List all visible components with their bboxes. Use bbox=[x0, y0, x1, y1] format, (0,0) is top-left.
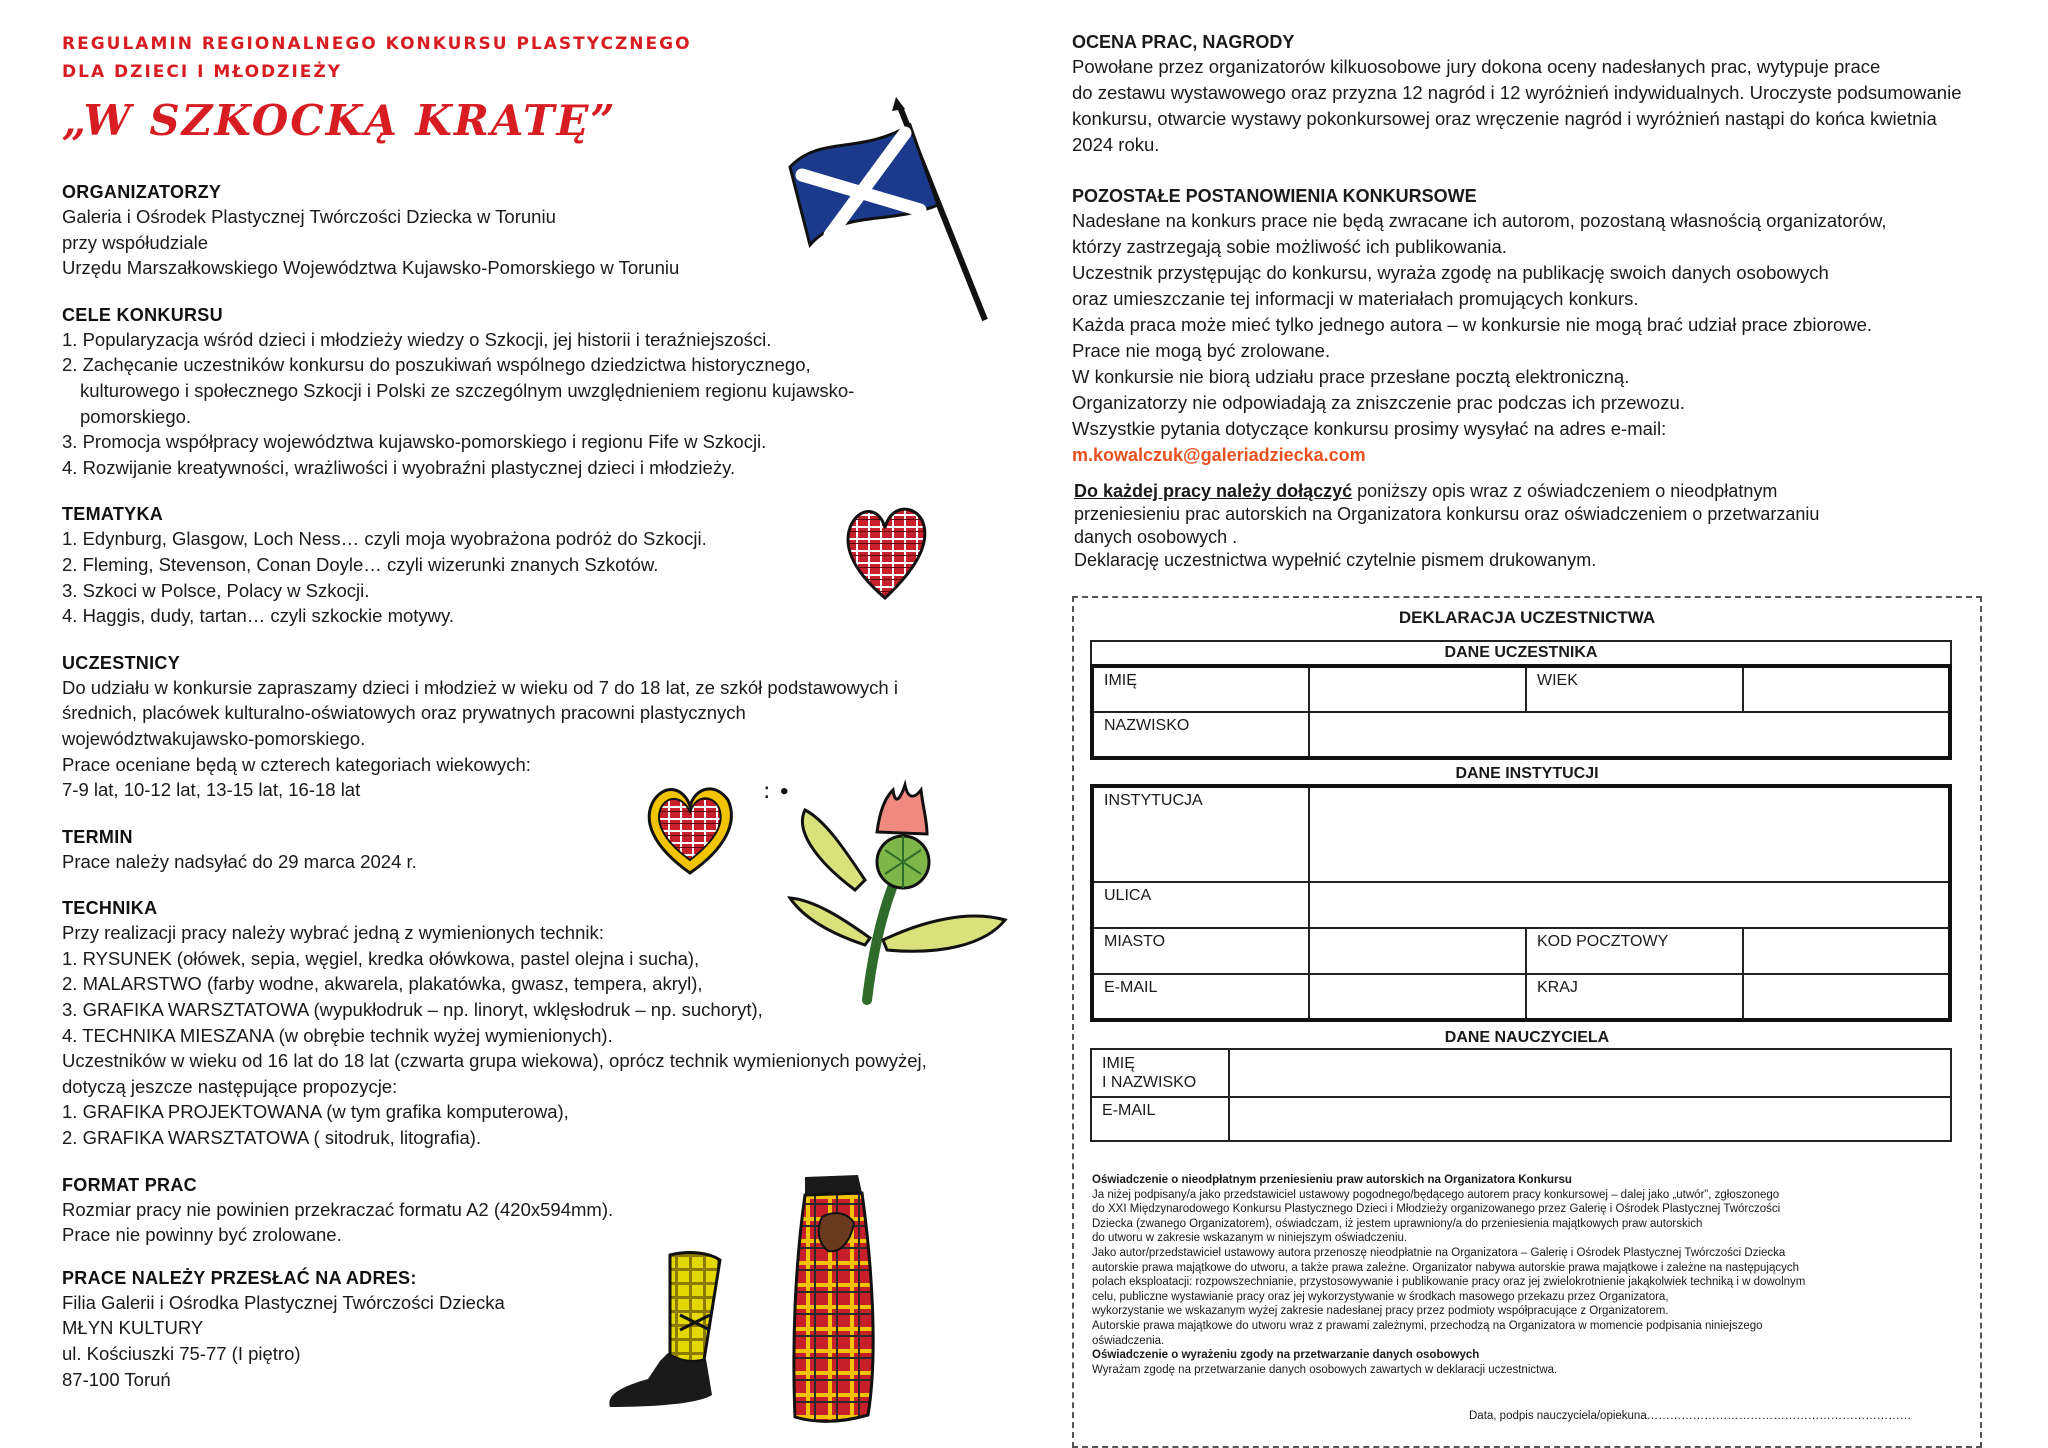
institution-email-field[interactable] bbox=[1309, 974, 1526, 1020]
country-label: KRAJ bbox=[1526, 974, 1743, 1020]
format-heading: FORMAT PRAC bbox=[62, 1174, 197, 1195]
address-line: MŁYN KULTURY bbox=[62, 1317, 204, 1339]
note-line: przeniesieniu prac autorskich na Organizatora konkursu oraz oświadczeniem o przetwarzaniu bbox=[1074, 504, 1820, 524]
theme-item: 4. Haggis, dudy, tartan… czyli szkockie motywy. bbox=[62, 605, 455, 627]
technique-line: 2. GRAFIKA WARSZTATOWA ( sitodruk, litografia). bbox=[62, 1127, 482, 1149]
organizers-line: Urzędu Marszałkowskiego Województwa Kujawsko-Pomorskiego w Toruniu bbox=[62, 257, 680, 279]
teacher-email-label: E-MAIL bbox=[1091, 1097, 1229, 1141]
organizers-line: przy współudziale bbox=[62, 231, 209, 253]
address-line: Filia Galerii i Ośrodka Plastycznej Twórczości Dziecka bbox=[62, 1291, 505, 1313]
evaluation-line: Powołane przez organizatorów kilkuosobowe jury dokona oceny nadesłanych prac, wytypuje prace bbox=[1072, 56, 1881, 77]
copyright-statement bbox=[1092, 1173, 1952, 1377]
other-line: Uczestnik przystępując do konkursu, wyraża zgodę na publikację swoich danych osobowych bbox=[1072, 262, 1829, 283]
technique-line: Uczestników w wieku od 16 lat do 18 lat (czwarta grupa wiekowa), oprócz technik wymienionych powyżej, bbox=[62, 1050, 927, 1072]
evaluation-line: do zestawu wystawowego oraz przyzna 12 nagród i 12 wyróżnień indywidualnych. Uroczyste podsumowanie bbox=[1072, 82, 1962, 103]
copyright-line: celu, publiczne wystawianie pracy oraz jej wykorzystywanie w środkach masowego przekazu przez Organizatora, bbox=[1092, 1290, 1669, 1303]
other-line: Każda praca może mieć tylko jednego autora – w konkursie nie mogą brać udział prace zbiorowe. bbox=[1072, 314, 1873, 335]
technique-line: 4. TECHNIKA MIESZANA (w obrębie technik wyżej wymienionych). bbox=[62, 1024, 613, 1046]
declaration-title: DEKLARACJA UCZESTNICTWA bbox=[1398, 608, 1656, 627]
tartan-heart-yellow-icon bbox=[640, 778, 740, 878]
technique-heading: TECHNIKA bbox=[62, 898, 158, 919]
other-provisions-section bbox=[1072, 184, 2012, 468]
attachment-note bbox=[1074, 480, 2012, 572]
participants-line: 7-9 lat, 10-12 lat, 13-15 lat, 16-18 lat bbox=[62, 779, 361, 801]
scottish-flag-icon bbox=[780, 95, 1000, 335]
kilt-icon bbox=[600, 1165, 880, 1425]
technique-line: 1. GRAFIKA PROJEKTOWANA (w tym grafika komputerowa), bbox=[62, 1101, 569, 1123]
note-rest: poniższy opis wraz z oświadczeniem o nieodpłatnym bbox=[1352, 481, 1778, 501]
age-field[interactable] bbox=[1743, 666, 1950, 712]
note-bold: Do każdej pracy należy dołączyć bbox=[1074, 481, 1353, 501]
copyright-line: polach eksploatacji: rozpowszechnianie, przystosowywanie i publikowanie pracy oraz jej zwielokrotnienie jakąkolwiek techniką i w dowolnym bbox=[1092, 1276, 1806, 1289]
teacher-heading: DANE NAUCZYCIELA bbox=[1444, 1029, 1610, 1046]
other-line: oraz umieszczanie tej informacji w materiałach promujących konkurs. bbox=[1072, 288, 1639, 309]
last-name-label: NAZWISKO bbox=[1092, 712, 1309, 758]
format-line: Prace nie powinny być zrolowane. bbox=[62, 1224, 342, 1246]
theme-item: 2. Fleming, Stevenson, Conan Doyle… czyli wizerunki znanych Szkotów. bbox=[62, 553, 659, 575]
theme-item: 1. Edynburg, Glasgow, Loch Ness… czyli moja wyobrażona podróż do Szkocji. bbox=[62, 528, 707, 550]
other-line: Nadesłane na konkurs prace nie będą zwracane ich autorom, pozostaną własnością organizatorów, bbox=[1072, 210, 1887, 231]
contact-email-link[interactable]: m.kowalczuk@galeriadziecka.com bbox=[1072, 445, 1366, 465]
other-heading: POZOSTAŁE POSTANOWIENIA KONKURSOWE bbox=[1072, 186, 1477, 206]
street-field[interactable] bbox=[1309, 882, 1950, 928]
format-line: Rozmiar pracy nie powinien przekraczać formatu A2 (420x594mm). bbox=[62, 1198, 614, 1220]
country-field[interactable] bbox=[1743, 974, 1950, 1020]
participants-line: Prace oceniane będą w czterech kategoriach wiekowych: bbox=[62, 753, 531, 775]
themes-heading: TEMATYKA bbox=[62, 504, 164, 525]
copyright-heading: Oświadczenie o nieodpłatnym przeniesieniu praw autorskich na Organizatora Konkursu bbox=[1092, 1174, 1572, 1186]
evaluation-line: konkursu, otwarcie wystawy pokonkursowej oraz wręczenie nagród i wyróżnień nastąpi do końca kwietnia bbox=[1072, 108, 1937, 129]
institution-email-label: E-MAIL bbox=[1092, 974, 1309, 1020]
participants-line: województwakujawsko-pomorskiego. bbox=[62, 727, 366, 749]
evaluation-line: 2024 roku. bbox=[1072, 134, 1160, 155]
postal-code-field[interactable] bbox=[1743, 928, 1950, 974]
participation-declaration-form bbox=[1072, 596, 1982, 1448]
other-line: W konkursie nie biorą udziału prace przesłane pocztą elektroniczną. bbox=[1072, 366, 1630, 387]
svg-text:: ∙: : ∙ bbox=[763, 779, 792, 804]
goal-item: 1. Popularyzacja wśród dzieci i młodzieży wiedzy o Szkocji, jej historii i teraźniejszości. bbox=[62, 328, 772, 350]
evaluation-section bbox=[1072, 30, 2012, 158]
address-heading: PRACE NALEŻY PRZESŁAĆ NA ADRES: bbox=[62, 1267, 417, 1288]
right-column bbox=[1072, 30, 2012, 572]
copyright-line: do XXI Międzynarodowego Konkursu Plastycznego Dzieci i Młodzieży organizowanego przez Galerię i Ośrodek Plastycznej Twórczości bbox=[1092, 1203, 1781, 1216]
participant-heading: DANE UCZESTNIKA bbox=[1091, 641, 1951, 664]
participants-line: Do udziału w konkursie zapraszamy dzieci i młodzież w wieku od 7 do 18 lat, ze szkół podstawowych i bbox=[62, 676, 898, 698]
goal-item: kulturowego i społecznego Szkocji i Polski ze szczególnym uwzględnieniem regionu kujawsko- bbox=[80, 379, 855, 401]
copyright-line: Autorskie prawa majątkowe do utworu wraz z prawami zależnymi, przechodzą na Organizatora w momencie podpisania niniejszego bbox=[1092, 1319, 1763, 1332]
last-name-field[interactable] bbox=[1309, 712, 1950, 758]
goal-item: 2. Zachęcanie uczestników konkursu do poszukiwań wspólnego dziedzictwa historycznego, bbox=[62, 354, 811, 376]
institution-heading: DANE INSTYTUCJI bbox=[1455, 765, 1599, 782]
teacher-email-field[interactable] bbox=[1229, 1097, 1951, 1141]
header-line-1: REGULAMIN REGIONALNEGO KONKURSU PLASTYCZNEGO bbox=[62, 34, 692, 54]
goal-item: 4. Rozwijanie kreatywności, wrażliwości i wyobraźni plastycznej dzieci i młodzieży. bbox=[62, 456, 736, 478]
data-consent-line: Wyrażam zgodę na przetwarzanie danych osobowych zawartych w deklaracji uczestnictwa. bbox=[1092, 1363, 1558, 1376]
signature-field[interactable]: Data, podpis nauczyciela/opiekuna…………………………………………………………… bbox=[1469, 1410, 1912, 1422]
technique-line: 2. MALARSTWO (farby wodne, akwarela, plakatówka, gwasz, tempera, akryl), bbox=[62, 973, 703, 995]
address-line: ul. Kościuszki 75-77 (I piętro) bbox=[62, 1343, 301, 1364]
teacher-table bbox=[1090, 1048, 1952, 1142]
copyright-line: oświadczenia. bbox=[1092, 1334, 1165, 1347]
teacher-name-label bbox=[1091, 1049, 1229, 1097]
teacher-name-field[interactable] bbox=[1229, 1049, 1951, 1097]
participants-heading: UCZESTNICY bbox=[62, 652, 181, 673]
participant-heading-table bbox=[1090, 640, 1952, 664]
copyright-line: Dziecka (zwanego Organizatorem), oświadczam, iż jestem uprawniony/a do przeniesienia majątkowych praw autorskich bbox=[1092, 1217, 1703, 1230]
age-label: WIEK bbox=[1526, 666, 1743, 712]
organizers-line: Galeria i Ośrodek Plastycznej Twórczości Dziecka w Toruniu bbox=[62, 206, 556, 227]
goal-item: pomorskiego. bbox=[80, 405, 192, 427]
header-line-2: DLA DZIECI I MŁODZIEŻY bbox=[62, 62, 343, 82]
other-line: Organizatorzy nie odpowiadają za zniszczenie prac podczas ich przewozu. bbox=[1072, 392, 1685, 413]
technique-line: Przy realizacji pracy należy wybrać jedną z wymienionych technik: bbox=[62, 922, 604, 944]
contest-title: „W SZKOCKĄ KRATĘ” bbox=[62, 96, 617, 145]
deadline-heading: TERMIN bbox=[62, 826, 133, 847]
theme-item: 3. Szkoci w Polsce, Polacy w Szkocji. bbox=[62, 579, 370, 601]
institution-table bbox=[1090, 784, 1952, 1022]
note-line: danych osobowych . bbox=[1074, 527, 1238, 547]
institution-label: INSTYTUCJA bbox=[1092, 786, 1309, 882]
copyright-line: Ja niżej podpisany/a jako przedstawiciel ustawowy pogodnego/będącego autorem pracy konkursowej – dalej jako „utwór”, zgłoszonego bbox=[1092, 1188, 1780, 1201]
participant-table bbox=[1090, 664, 1952, 760]
first-name-label: IMIĘ bbox=[1092, 666, 1309, 712]
city-field[interactable] bbox=[1309, 928, 1526, 974]
data-consent-heading: Oświadczenie o wyrażeniu zgody na przetwarzanie danych osobowych bbox=[1092, 1349, 1480, 1362]
technique-line: dotyczą jeszcze następujące propozycje: bbox=[62, 1075, 398, 1097]
institution-field[interactable] bbox=[1309, 786, 1950, 882]
copyright-line: do utworu w zakresie wskazanym w niniejszym oświadczeniu. bbox=[1092, 1232, 1408, 1245]
note-line: Deklarację uczestnictwa wypełnić czytelnie pismem drukowanym. bbox=[1074, 550, 1597, 570]
copyright-line: Jako autor/przedstawiciel ustawowy autora przenoszę nieodpłatnie na Organizatora – Galerię i Ośrodek Plastycznej Twórczości Dziecka bbox=[1092, 1246, 1786, 1259]
thistle-icon bbox=[755, 770, 1030, 1010]
copyright-line: wykorzystanie we wskazanym wyżej zakresie nadesłanej pracy przez podmioty współpracujące z Organizatorem. bbox=[1092, 1305, 1669, 1318]
technique-line: 1. RYSUNEK (ołówek, sepia, węgiel, kredka ołówkowa, pastel olejna i sucha), bbox=[62, 947, 700, 969]
copyright-line: autorskie prawa majątkowe do utworu, a także prawa zależne. Organizator nabywa autorskie prawa majątkowe i zależne na następujących bbox=[1092, 1261, 1799, 1274]
other-line: Prace nie mogą być zrolowane. bbox=[1072, 340, 1331, 361]
first-name-field[interactable] bbox=[1309, 666, 1526, 712]
address-line: 87-100 Toruń bbox=[62, 1368, 171, 1390]
other-line: którzy zastrzegają sobie możliwość ich publikowania. bbox=[1072, 236, 1507, 257]
goal-item: 3. Promocja współpracy województwa kujawsko-pomorskiego i regionu Fife w Szkocji. bbox=[62, 431, 767, 453]
teacher-name-label-line-1: IMIĘ bbox=[1102, 1055, 1135, 1072]
technique-line: 3. GRAFIKA WARSZTATOWA (wypukłodruk – np. linoryt, wklęsłodruk – np. suchoryt), bbox=[62, 999, 763, 1021]
tartan-heart-icon bbox=[840, 498, 930, 608]
deadline-line: Prace należy nadsyłać do 29 marca 2024 r. bbox=[62, 850, 417, 872]
city-label: MIASTO bbox=[1092, 928, 1309, 974]
street-label: ULICA bbox=[1092, 882, 1309, 928]
participants-line: średnich, placówek kulturalno-oświatowych oraz prywatnych pracowni plastycznych bbox=[62, 702, 746, 724]
teacher-name-label-line-2: I NAZWISKO bbox=[1102, 1074, 1197, 1091]
organizers-heading: ORGANIZATORZY bbox=[62, 182, 222, 202]
goals-heading: CELE KONKURSU bbox=[62, 304, 223, 325]
postal-code-label: KOD POCZTOWY bbox=[1526, 928, 1743, 974]
other-line: Wszystkie pytania dotyczące konkursu prosimy wysyłać na adres e-mail: bbox=[1072, 418, 1667, 439]
evaluation-heading: OCENA PRAC, NAGRODY bbox=[1072, 32, 1295, 52]
